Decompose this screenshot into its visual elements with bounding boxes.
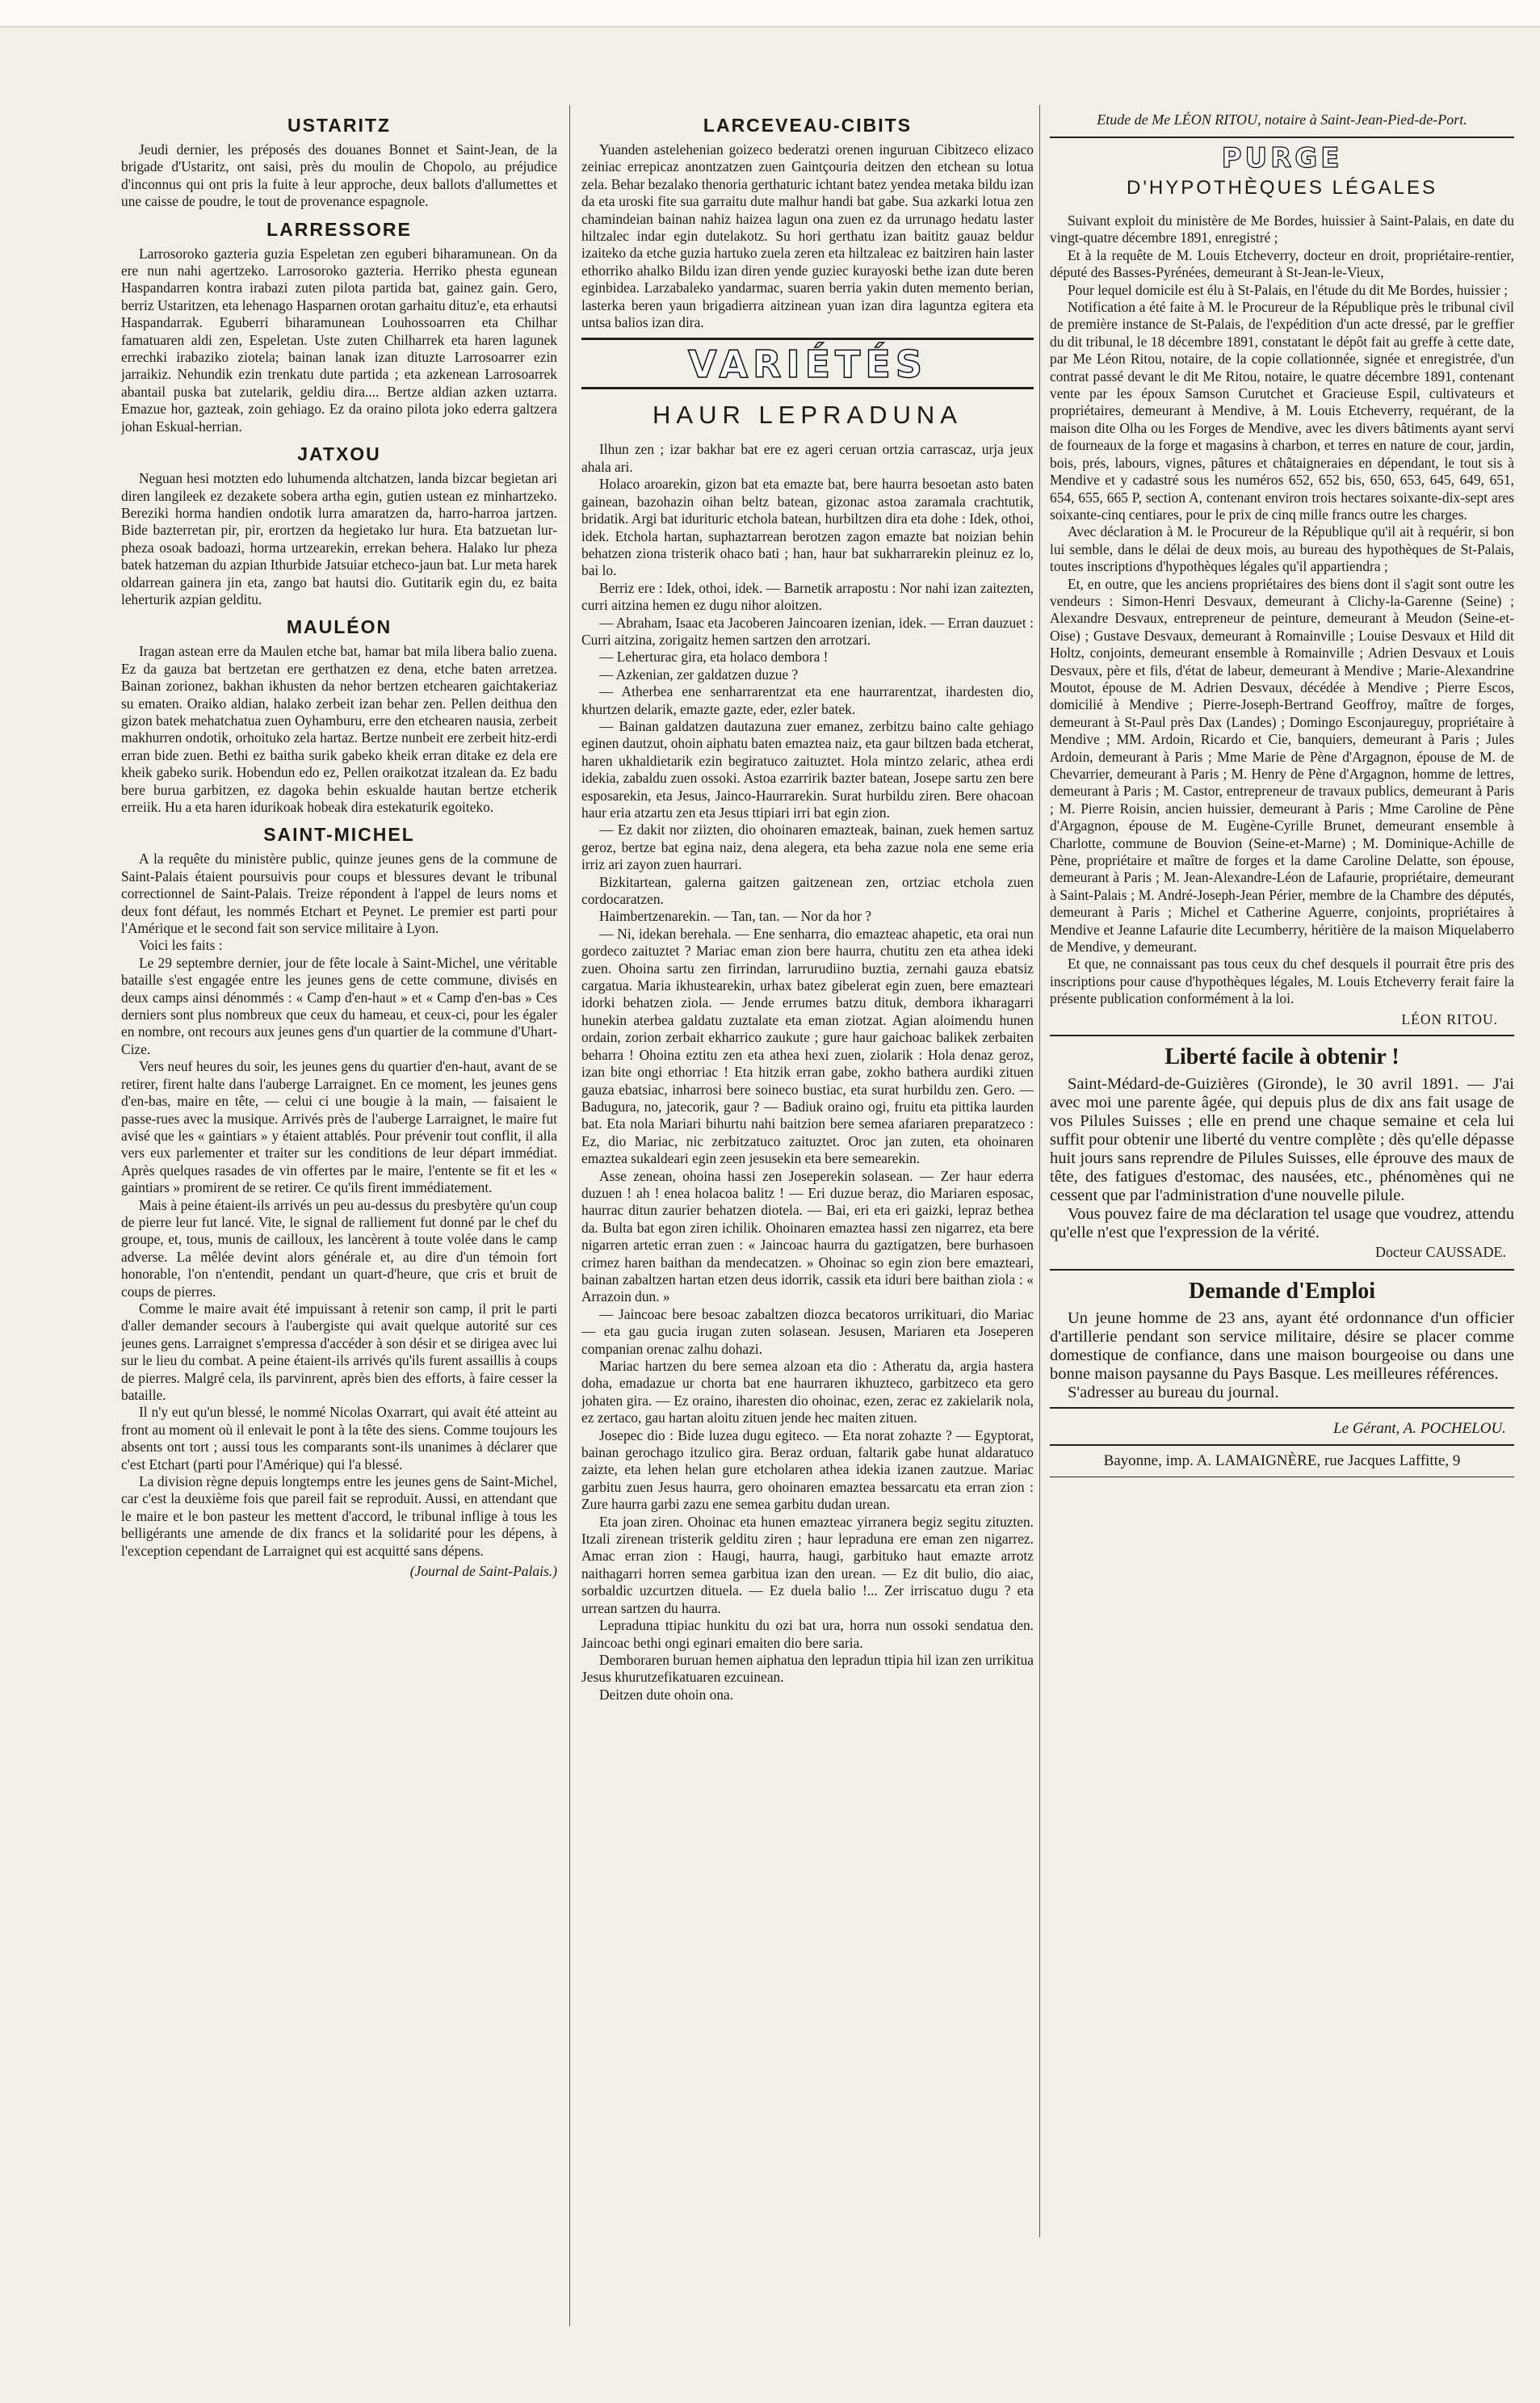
section-rule xyxy=(1050,1407,1514,1409)
ad-body-liberte: Saint-Médard-de-Guizières (Gironde), le 30 avril 1891. — J'ai avec moi une parente âgée, qui depuis plus de dix ans fait usage de vos Pilules Suisses ; elle en prend une chaque semaine et cela lui suffit pour obtenir une liberté du ventre complète ; dès qu'elle dépasse huit jours sans reprendre de Pilules Suisses, elle éprouve des maux de tête, des fatigues d'estomac, des nausées, etc., phénomènes qui ne cessent que par l'administration d'une nouvelle pilule. Vous pouvez faire de ma déclaration tel usage que voudrez, attendu qu'elle n'est que l'expression de la vérité. xyxy=(1050,1074,1514,1241)
section-rule xyxy=(1050,1269,1514,1271)
article-mauleon: Iragan astean erre da Maulen etche bat, hamar bat mila libera balio zuena. Ez da gauza bat bertzetan ere gerthatzen ez dena, etche baten arretzea. Bainan zorionez, bakhan ikhusten da nehor bertzen etchearen gaichtakeriaz su ematen. Oraiko aldian, halako zerbeit izan behar zen. Pellen deithua den gizon batek mehatchatua zuen Oyhamburu, erre den etchearen nausia, zerbeit makhurren ondotik, orhoituko zela hartaz. Bertze nunbeit ere zerbeit hitz-erdi erran bide zuen. Bethi ez baitha surik gabeko kheik erran ditake ez dela ere kheik gabeko surik. Hobendun edo ez, Pellen oraikotzat itzalean da. Ez badu bere burua garbitzen, ez dagoka behin eskualde hautan bertze etcherik erreiik. Hu a eta haren idurikoak hobeak dira estekaturik egoiteko. xyxy=(121,643,557,815)
section-title-saint-michel: SAINT-MICHEL xyxy=(263,824,415,846)
notary-header: Etude de Me LÉON RITOU, notaire à Saint-Jean-Pied-de-Port. xyxy=(1097,111,1467,128)
article-larressore: Larrosoroko gazteria guzia Espeletan zen eguberi biharamunean. On da ere nun nahi agertzeko. Larrosoroko gazteria. Herriko phesta egunean Haspandarren kontra irabazi zuten pilota partida bat, gainez gain. Gero, berriz Ustaritzen, eta lehenago Hasparnen orotan garhaitu dituz'e, eta erhautsi Haspandarrak. Eguberri biharamunean Louhossoarren eta Chilhar famatuaren aldi zen, Espeletan. Uste zuten Chilharrek eta haren lagunek errechki irabaziko ziotela; bainan lanak izan dituzte Larrosoarrer ezin jarraikiz. Nehundik ezin trenkatu dute partida ; eta azkenean Larrosoarrek abantail puska bat zutelarik, geldiu dira.... Bertze aldian azken uztarra. Emazue hor, gazteak, zoin gehiago. Ez da oraino pilota joko ederra galtzera johan Eskual-herrian. xyxy=(121,245,557,435)
purge-notice: Suivant exploit du ministère de Me Bordes, huissier à Saint-Palais, en date du vingt-quatre décembre 1891, enregistré ; Et à la requête de M. Louis Etcheverry, docteur en droit, propriétaire-rentier, député des Basses-Pyrénées, demeurant à St-Jean-le-Vieux, Pour lequel domicile est élu à St-Palais, en l'étude du dit Me Bordes, huissier ; Notification a été faite à M. le Procureur de la République près le tribunal civil de première instance de St-Palais, de l'expédition d'un acte dressé, par le greffier du dit tribunal, le 18 décembre 1891, constatant le dépôt fait au greffe à cette date, par Me Léon Ritou, notaire, de la copie collationnée, signée et enregistrée, d'un contrat passé devant le dit Me Ritou, notaire, le quatre décembre 1891, contenant vente par les époux Samson Curutchet et Gracieuse Espil, cultivateurs et propriétaires, demeurant à Mendive, à M. Louis Etcheverry, requérant, de la maison dite Olha ou les Forges de Mendive, avec les divers bâtiments ayant servi de fourneaux de la forge et magasins à charbon, et terres en nature de cour, jardin, bois, prés, labours, vignes, pâtures et châtaigneraies en dépendant, le tout sis à Mendive et y cadastré sous les numéros 652, 652 bis, 650, 653, 645, 649, 651, 654, 655, 665 P, section A, contenant environ trois hectares soixante-dix-sept ares soixante-cinq centiares, pour le prix de cinq mille francs outre les charges. Avec déclaration à M. le Procureur de la République qu'il ait à requérir, si bon lui semble, dans le délai de deux mois, au bureau des hypothèques de St-Palais, toutes inscriptions d'hypothèques légales qu'il appartiendra ; Et, en outre, que les anciens propriétaires des biens dont il s'agit sont outre les vendeurs : Simon-Henri Desvaux, demeurant à Clichy-la-Garenne (Seine) ; Alexandre Desvaux, entrepreneur de peinture, demeurant à Meudon (Seine-et-Oise) ; Gustave Desvaux, demeurant à Romainville ; Louise Desvaux et Hild dit Holtz, conjoints, demeurant ensemble à Romainville ; Adrien Desvaux et Louis Desvaux, père et fils, d'état de labeur, demeurant à Mendive ; Marie-Alexandrine Moutot, épouse de M. Adrien Desvaux, décédée à Mendive ; Pierre Escos, domicilié à Mendive ; Pierre-Joseph-Bertrand Geoffroy, maître de forges, demeurant à St-Paul près Dax (Landes) ; Domingo Esconjaureguy, propriétaire à Mendive ; MM. Ardoin, Ricardo et Cie, banquiers, demeurant à Paris ; Jules Ardoin, demeurant à Paris ; Mme Marie de Pène d'Argagnon, épouse de M. de Chevarrier, demeurant à Paris ; M. Henry de Pène d'Argagnon, homme de lettres, demeurant à Paris ; M. Castor, entrepreneur de travaux publics, demeurant à Paris ; M. Pierre Roisin, ancien huissier, demeurant à Paris ; Mme Caroline de Pène d'Argagnon, épouse de M. Eugène-Cyrille Brunet, demeurant ensemble à Charlotte, commune de Bouvion (Seine-et-Marne) ; M. Dominique-Achille de Pène, propriétaire et maître de forges et la dame Caroline Delatte, son épouse, demeurant à Paris ; M. Jean-Alexandre-Léon de Lafaurie, propriétaire, demeurant à Saint-Palais ; M. André-Joseph-Jean Périer, membre de la Chambre des députés, demeurant à Paris ; Michel et Catherine Aguerre, conjoints, propriétaires à Mendive et Jeanne Lafaurie dite Lecumberry, héritière de la maison Miquelaberro de Mendive, y demeurant. Et que, ne connaissant pas tous ceux du chef desquels il pourrait être pris des inscriptions pour cause d'hypothèques légales, M. Louis Etcheverry ferait faire la présente publication conformément à la loi. xyxy=(1050,212,1514,1007)
ad-title-emploi: Demande d'Emploi xyxy=(1188,1278,1376,1304)
story-body: Ilhun zen ; izar bakhar bat ere ez ageri ceruan ortzia carrascaz, urja jeux ahala ari. Holaco aroarekin, gizon bat eta emazte bat, bere haurra besoetan asto baten gainean, bazohazin oihan beltz batean, gizonac astoa zaramala crachtutik, bridatik. Argi bat idurituric etchola batean, hurbiltzen dira eta dohe : Idek, othoi, idek. Etchola hartan, suphaztarrean berotzen zagon emazte bat noizian behin behatzen ziona tristerik ohaco bati ; han, haur bat sukharrarekin pleinuz ez lo, bai lo. Berriz ere : Idek, othoi, idek. — Barnetik arrapostu : Nor nahi izan zaitezten, curri aitzina hemen ez dugu nihor aloitzen. — Abraham, Isaac eta Jacoberen Jaincoaren izenian, idek. — Erran dauzuet : Curri aitzina, zorigaitz hemen sartzen den arrotzari. — Leherturac gira, eta holaco dembora ! — Azkenian, zer galdatzen duzue ? — Atherbea ene senharrarentzat eta ene haurrarentzat, ihardesten dio, khurtzen delarik, emazte gazte, eder, ezler batek. — Bainan galdatzen dautazuna zuer emanez, zerbitzu baino calte gehiago eginen dautzut, ohoin aiphatu baten emaztea naiz, eta gaur biltzen bada etcherat, haren ukhaldietarik ezin begiratuco zaituztet. Hola mintzo zelaric, athea erdi idekia, zabaldu zuen ossoki. Astoa ezarririk bazter batean, Josepe sartu zen bere esposarekin, eta Jesus, Jainco-Haurrarekin. Surat hurbildu ziren. Bere ohacoan haur eria atzartu zen eta Jesus ttipiari irri bat egin zion. — Ez dakit nor ziizten, dio ohoinaren emazteak, bainan, zuek hemen sartuz geroz, bertze bat egina naiz, dena alegera, eta beha zazue nola ene seme eria irriz ari zayon zuen haurrari. Bizkitartean, galerna gaitzen gaitzenean zen, ortziac etchola zuen cordocaratzen. Haimbertzenarekin. — Tan, tan. — Nor da hor ? — Ni, idekan berehala. — Ene senharra, dio emazteac ahapetic, eta orai nun gordeco zaituztet ? Mariac eman zion bere haurra, chutitu zen eta athea ideki zuen. Ohoina sartu zen firrindan, larrurudiino buztia, zernahi gauza ebatsiz cargatua. Maria ikhustearekin, urhax batez gibelerat egin zuen, bere emazteari idorki behatzen ziola. — Jende errumes batzu dituk, dembora ikharagarri hunekin aterbea galdatu zuztalate eta eman ziotzat. Agian aloimendu hunen ordain, zorion zerbait ekharrico zaukute ; gure haur gaichoac balikek zerbaiten beharra ! Ohoina eztitu zen eta athea hexi zuen, ziolarik : Hola denaz geroz, izan bite ongi ethorriac ! Eta hitzik erran gabe, zokho bathera aurdiki zituen gauza ebatsiac, inharrosi bere soineco bustiac, eta surat hurbildu zen. Gero. — Badugura, no, jatecorik, gaur ? — Badiuk oraino ogi, fruitu eta pittika laurden bat. Eta nola Mariari bihurtu nahi baitzion bere semea afariaren preparatzeco : Ez, dio Mariac, nic zerbitzatuco zaituztet. Oroc jan zuten, eta ohoinaren emaztea sukaldeari egin zeen jesusekin eta bere semearekin. Asse zenean, ohoina hassi zen Joseperekin solasean. — Zer haur ederra duzuen ! ah ! enea holacoa balitz ! — Eri duzue beraz, dio Mariaren esposac, haurrac ditun zaurier behatzen diotela. — Bai, eri eta eri gaizki, lepraz bethea da. Bulta bat egon ziren ichilik. Ohoinaren emaztea hassi zen nigarrez, eta bere nigarren artetic erran zuen : « Jaincoac haurra du gaztigatzen, bere burhasoen crimez haren baithan da mendecatzen. » Ohoinac so egin zion bere emazteari, bainan zabaltzen hartan etzen deus idorrik, cassik eta iduri bere baithan ziola : « Arrazoin dun. » — Jaincoac bere besoac zabaltzen diozca becatoros urrikituari, dio Mariac — eta gau gucia irugan zuten solasean. Jesusen, Mariaren eta Joseperen companian orenac zalhu dohazi. Mariac hartzen du bere semea alzoan eta dio : Atheratu da, argia hastera doha, emadazue ur chorta bat ene haurraren ikhuzteco, garbitzeco eta gero johaten gira. — Ez oraino, iharesten dio ohoinac, ezen, zerac ez zakielarik nola, ez zertaco, gau hartan aloitu zituen jende hec maiten zituen. Josepec dio : Bide luzea dugu egiteco. — Eta norat zohazte ? — Egyptorat, bainan gerochago itzulico gira. Beraz orduan, faltarik gabe hunat aldaratuco zaizte, eta lehen helan gure etcholaren athea idekia izanen zautzue. Mariac garbitu zuen Jesus haurra, gero ohoinaren emaztea bessarcatu eta erran zion : Zure haurra garbi zazu ene semea garbitu dudan urean. Eta joan ziren. Ohoinac eta hunen emazteac yirranera begiz segitu zituzten. Itzali zirenean tristerik gelditu ziren ; haur lepraduna ere eman zen nigarrez. Amac erran zion : Haugi, haurra, haugi, garbituko haut emazte arrotz naithagarri horren semea garbitua izan den urean. — Ez dit bulio, dio aiac, sorbaldic uzcurtzen dituela. — Ez duela balio !... Zer irriscatuo dugu ? eta urrean sartzen du haurra. Lepraduna ttipiac hunkitu du ozi bat ura, horra nun ossoki sendatua den. Jaincoac bethi ongi eginari emaiten dio bere saria. Demboraren buruan hemen aiphatua den lepradun ttipia hil izan zen urrikitua Jesus khurutzefikatuaren ezcuinean. Deitzen dute ohoin ona. xyxy=(581,441,1034,1703)
printer-imprint: Bayonne, imp. A. LAMAIGNÈRE, rue Jacques Laffitte, 9 xyxy=(1050,1444,1514,1477)
section-title-mauleon: MAULÉON xyxy=(286,616,392,638)
purge-subheading: D'HYPOTHÈQUES LÉGALES xyxy=(1126,177,1437,199)
column-right xyxy=(1050,107,1514,2360)
column-left xyxy=(121,107,557,2352)
article-jatxou: Neguan hesi motzten edo luhumenda altchatzen, landa bizcar begietan ari diren langileek ez dezakete sobera artha egin, gutien ustean ez minhartzeko. Bereziki horma handien ondotik lurra amaratzen da, harro-harroa jartzen. Bide bazterretan pir, pir, erortzen da hegietako lur hura. Eta batzuetan lur-pheza osoak badoazi, horma urtzearekin, errekan behera. Halako lur pheza batek hatzeman du azpian Ithurbide Jatsuiar etcheco-jaun bat. Lur meta harek oldarrean gainera jin eta, zango bat hautsi dio. Gutitarik egin du, ez baita leherturik azpian gelditu. xyxy=(121,470,557,607)
article-source: (Journal de Saint-Palais.) xyxy=(409,1563,557,1580)
gerant-line: Le Gérant, A. POCHELOU. xyxy=(1333,1419,1506,1437)
ad-signature: Docteur CAUSSADE. xyxy=(1375,1243,1506,1260)
column-divider xyxy=(569,105,570,2326)
section-title-larressore: LARRESSORE xyxy=(266,218,412,240)
section-rule xyxy=(1050,1035,1514,1036)
varietes-heading: VARIÉTÉS xyxy=(688,342,927,387)
column-middle xyxy=(581,107,1034,2287)
story-title: HAUR LEPRADUNA xyxy=(653,401,963,430)
section-title-jatxou: JATXOU xyxy=(297,443,381,465)
notary-signature: LÉON RITOU. xyxy=(1401,1010,1498,1027)
column-divider xyxy=(1039,105,1040,2237)
varietes-banner xyxy=(581,338,1034,389)
ad-body-emploi: Un jeune homme de 23 ans, ayant été ordonnance d'un officier d'artillerie pendant son service militaire, désire se placer comme domestique de confiance, dans une maison bourgeoise ou dans une bonne maison paysanne du Pays Basque. Les meilleures références. S'adresser au bureau du journal. xyxy=(1050,1309,1514,1401)
section-title-larceveau: LARCEVEAU-CIBITS xyxy=(703,115,913,136)
article-larceveau: Yuanden astelehenian goizeco bederatzi orenen inguruan Cibitzeco elizaco zeiniac errepicaz anontzatzen zuen Gaintçouria deitzen den etchean su lotua zela. Behar bezalako thenoria gerthaturic ichtant batez yendea metaka bildu izan da eta uroski fite sua garraitu dute malhur handi bat gabe. Sua azkarki lotua zen chamindeian bainan nahiz haizea lagun ona zuen ez da urrunago hedatu laster hiltzalec indar egin dutelakotz. Su hori gerthatu izan baititz gauaz beldur izaiteko da etche guzia hartuko zuela zeren eta hiltzaleac ez baitziren hain laster ethorriko ahalko Bildu izan diren yende guziec kurayoski bethe izan dute beren eginbidea. Larzabaleko yandarmac, suaren berria yakin duten memento berian, lasterka beren yaun brigadierra aitzinean yuan izan dira laguntza egitera eta untsa balios izan dira. xyxy=(581,141,1034,331)
ad-title-liberte: Liberté facile à obtenir ! xyxy=(1164,1044,1399,1069)
purge-heading: PURGE xyxy=(1050,137,1514,174)
page-top-margin xyxy=(0,0,1540,27)
section-title-ustaritz: USTARITZ xyxy=(287,115,391,136)
article-ustaritz: Jeudi dernier, les préposés des douanes Bonnet et Saint-Jean, de la brigade d'Ustaritz, ont saisi, près du moulin de Chopolo, au préjudice d'inconnus qui ont pris la fuite à leur approche, deux ballots d'allumettes et une caisse de poudre, le tout de provenance espagnole. xyxy=(121,141,557,210)
article-saint-michel: A la requête du ministère public, quinze jeunes gens de la commune de Saint-Palais étaient poursuivis pour coups et blessures devant le tribunal correctionnel de Saint-Palais. Treize répondent à l'appel de leurs noms et deux font défaut, les nommés Etchart et Peynet. Le premier est parti pour l'Amérique et le second fait son service militaire à Lyon. Voici les faits : Le 29 septembre dernier, jour de fête locale à Saint-Michel, une véritable bataille s'est engagée entre les jeunes gens de cette commune, divisés en deux camps ainsi dénommés : « Camp d'en-haut » et « Camp d'en-bas » Ces derniers sont plus nombreux que ceux du hameau, et ceux-ci, pour les égaler en nombre, ont recours aux jeunes gens d'un quartier de la commune d'Uhart-Cize. Vers neuf heures du soir, les jeunes gens du quartier d'en-haut, avant de se retirer, firent halte dans l'auberge Larraignet. En ce moment, les jeunes gens d'en-bas, maire en tête, — celui ci une bougie à la main, — faisaient le passe-rues avec la musique. Arrivés près de l'auberge Larraignet, le maire fut avisé que les « gaintiars » y étaient attablés. Pour prévenir tout conflit, il alla vers eux parlementer et traiter sur les conditions de leur départ immédiat. Après quelques rasades de vin offertes par le maire, l'entente se fit et les « gaintiars » promirent de se retirer. Ce qu'ils firent immédiatement. Mais à peine étaient-ils arrivés un peu au-dessus du presbytère qu'un coup de pierre leur fut lancé. Vite, le signal de ralliement fut donné par le chef du groupe, et, tous, munis de cailloux, les lancèrent à toute volée dans le camp adverse. La mêlée devint alors générale et, au dire d'un témoin fort honorable, l'on n'entendit, pendant un quart-d'heure, que cris et bruit de coups de pierres. Comme le maire avait été impuissant à retenir son camp, il prit le parti d'aller demander secours à l'aubergiste qui avait quelque autorité sur ces jeunes gens. Larraignet s'empressa d'accéder à son désir et se dirigea avec lui sur le lieu du combat. A peine étaient-ils arrivés qu'ils furent assaillis à coups de pierres. Malgré cela, ils parvinrent, après bien des efforts, à faire cesser la bataille. Il n'y eut qu'un blessé, le nommé Nicolas Oxarrart, qui avait été atteint au front au moment où il enlevait le pont à la tête des siens. Comme toujours les absents ont tort ; aussi tous les comparants sont-ils unanimes à déclarer que c'est Etchart (parti pour l'Amérique) qui l'a blessé. La division règne depuis longtemps entre les jeunes gens de Saint-Michel, car c'est la deuxième fois que pareil fait se reproduit. Aussi, en attendant que le maire et le bon pasteur les mettent d'accord, le tribunal inflige à tous les belligérants une amende de dix francs et la solidarité pour les dépens, à l'exception cependant de Larraignet qui est acquitté sans dépens. xyxy=(121,851,557,1559)
